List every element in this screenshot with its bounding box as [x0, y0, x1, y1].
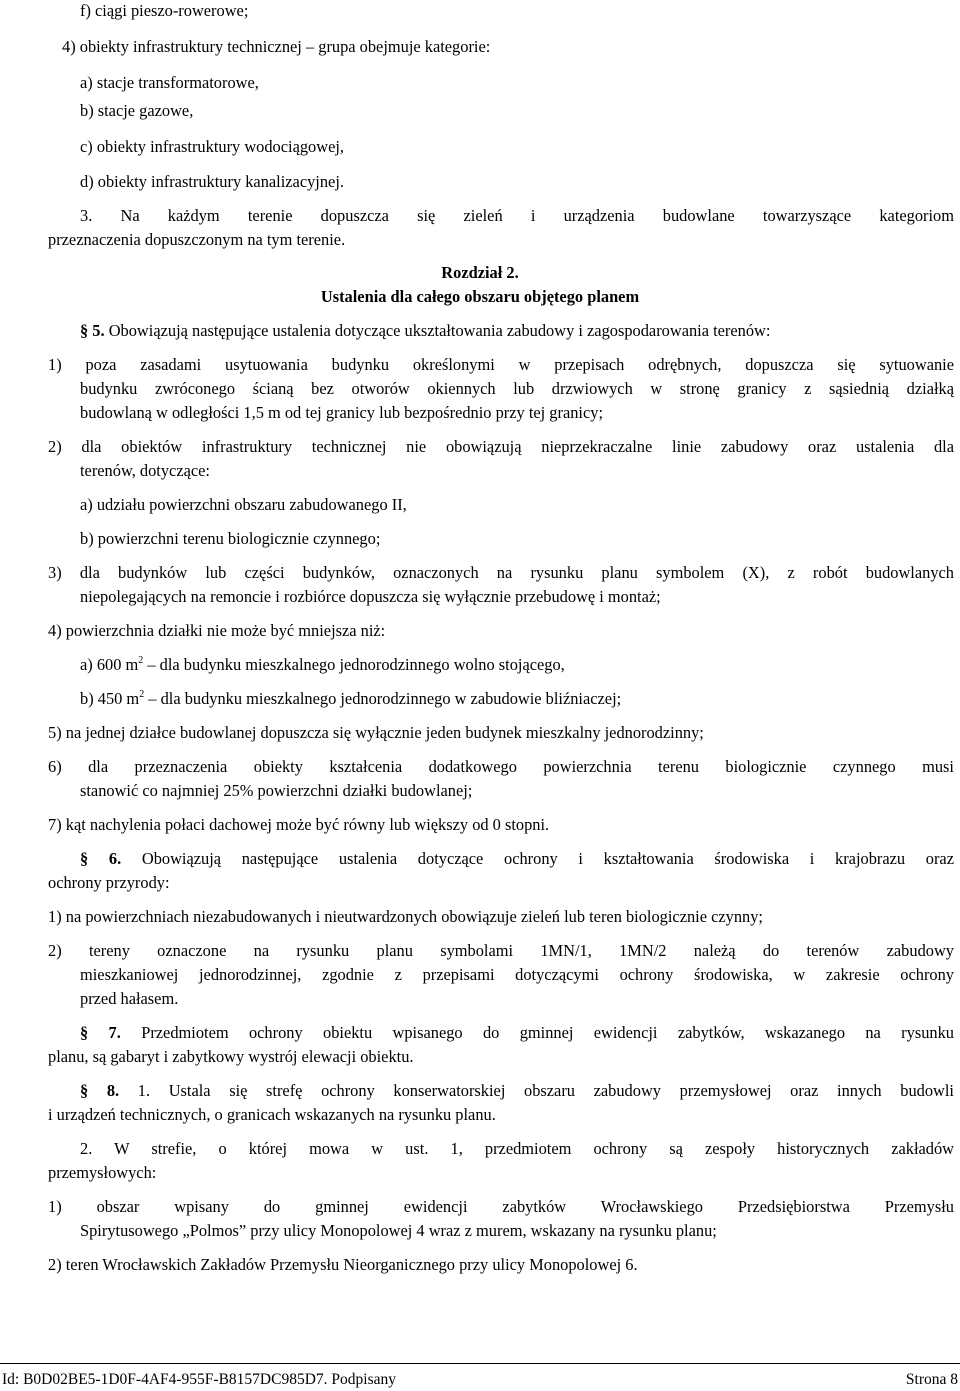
section-number: § 7.	[80, 1023, 121, 1042]
document-id: Id: B0D02BE5-1D0F-4AF4-955F-B8157DC985D7. Podpisany	[2, 1371, 396, 1388]
list-item-line: niepolegających na remoncie i rozbiórce dopuszcza się wyłącznie przebudowę i montaż;	[80, 587, 661, 606]
list-item: d) obiekty infrastruktury kanalizacyjnej.	[80, 172, 344, 191]
paragraph-line: ochrony przyrody:	[48, 873, 170, 892]
paragraph-line: 2. W strefie, o której mowa w ust. 1, przedmiotem ochrony są zespoły historycznych zakładów	[80, 1139, 954, 1158]
chapter-title: Rozdział 2.	[441, 263, 519, 282]
list-item: 7) kąt nachylenia połaci dachowej może być równy lub większy od 0 stopni.	[48, 815, 550, 834]
paragraph-line: przeznaczenia dopuszczonym na tym terenie.	[48, 230, 346, 249]
chapter-subtitle: Ustalenia dla całego obszaru objętego planem	[320, 287, 640, 306]
list-item: 1) obszar wpisany do gminnej ewidencji zabytków Wrocławskiego Przedsiębiorstwa Przemysłu	[48, 1197, 954, 1216]
item-text: a) 600 m	[80, 655, 139, 674]
list-item: a) stacje transformatorowe,	[80, 73, 259, 92]
list-item-line: budowlaną w odległości 1,5 m od tej granicy lub bezpośrednio przy tej granicy;	[80, 403, 603, 422]
paragraph-line	[80, 1081, 954, 1101]
list-item: b) powierzchni terenu biologicznie czynnego;	[80, 529, 381, 548]
paragraph-line	[80, 321, 770, 341]
item-text: – dla budynku mieszkalnego jednorodzinnego w zabudowie bliźniaczej;	[144, 689, 622, 708]
footer-divider	[0, 1363, 960, 1364]
section-text: Obowiązują następujące ustalenia dotyczące ochrony i kształtowania środowiska i krajobrazu oraz	[141, 849, 954, 868]
paragraph-line: 3. Na każdym terenie dopuszcza się zieleń i urządzenia budowlane towarzyszące kategoriom	[80, 206, 954, 225]
list-item: 2) teren Wrocławskich Zakładów Przemysłu Nieorganicznego przy ulicy Monopolowej 6.	[48, 1255, 638, 1274]
paragraph-line: planu, są gabaryt i zabytkowy wystrój elewacji obiektu.	[48, 1047, 414, 1066]
list-item: b) stacje gazowe,	[80, 101, 194, 120]
section-number: § 8.	[80, 1081, 120, 1100]
list-item: 1) poza zasadami usytuowania budynku określonymi w przepisach odrębnych, dopuszcza się sytuowanie	[48, 355, 954, 374]
list-item: 5) na jednej działce budowlanej dopuszcza się wyłącznie jeden budynek mieszkalny jednorodzinny;	[48, 723, 704, 742]
list-item	[80, 689, 621, 709]
list-item: c) obiekty infrastruktury wodociągowej,	[80, 137, 344, 156]
superscript: 2	[138, 654, 144, 666]
page-number: Strona 8	[905, 1371, 958, 1388]
list-item: 2) tereny oznaczone na rysunku planu symbolami 1MN/1, 1MN/2 należą do terenów zabudowy	[48, 941, 954, 960]
paragraph-line: i urządzeń technicznych, o granicach wskazanych na rysunku planu.	[48, 1105, 496, 1124]
list-item: 2) dla obiektów infrastruktury technicznej nie obowiązują nieprzekraczalne linie zabudowy oraz ustalenia dla	[48, 437, 954, 456]
list-item-line: przed hałasem.	[80, 989, 179, 1008]
section-text: Przedmiotem ochrony obiektu wpisanego do gminnej ewidencji zabytków, wskazanego na rysunku	[141, 1023, 954, 1042]
list-item-line: Spirytusowego „Polmos” przy ulicy Monopolowej 4 wraz z murem, wskazany na rysunku planu;	[80, 1221, 717, 1240]
list-item-line: stanowić co najmniej 25% powierzchni działki budowlanej;	[80, 781, 473, 800]
list-item: 3) dla budynków lub części budynków, oznaczonych na rysunku planu symbolem (X), z robót budowlanych	[48, 563, 954, 582]
list-item	[80, 655, 565, 675]
list-item-line: budynku zwróconego ścianą bez otworów okiennych lub drzwiowych w stronę granicy z sąsiednią działką	[80, 379, 954, 398]
list-item: a) udziału powierzchni obszaru zabudowanego II,	[80, 495, 407, 514]
section-text: Obowiązują następujące ustalenia dotyczące ukształtowania zabudowy i zagospodarowania terenów:	[108, 321, 771, 340]
item-text: b) 450 m	[80, 689, 140, 708]
section-text: 1. Ustala się strefę ochrony konserwatorskiej obszaru zabudowy przemysłowej oraz innych budowli	[137, 1081, 954, 1100]
paragraph-line	[80, 1023, 954, 1043]
list-item: 4) obiekty infrastruktury technicznej – grupa obejmuje kategorie:	[62, 37, 491, 56]
list-item: 1) na powierzchniach niezabudowanych i nieutwardzonych obowiązuje zieleń lub teren biologicznie czynny;	[48, 907, 763, 926]
paragraph-line: przemysłowych:	[48, 1163, 157, 1182]
item-text: – dla budynku mieszkalnego jednorodzinnego wolno stojącego,	[143, 655, 565, 674]
list-item: f) ciągi pieszo-rowerowe;	[80, 1, 249, 20]
list-item: 6) dla przeznaczenia obiekty kształcenia dodatkowego powierzchnia terenu biologicznie czynnego musi	[48, 757, 954, 776]
section-number: § 6.	[80, 849, 122, 868]
list-item-line: terenów, dotyczące:	[80, 461, 210, 480]
paragraph-line	[80, 849, 954, 869]
superscript: 2	[139, 688, 145, 700]
list-item: 4) powierzchnia działki nie może być mniejsza niż:	[48, 621, 386, 640]
list-item-line: mieszkaniowej jednorodzinnej, zgodnie z przepisami dotyczącymi ochrony środowiska, w zakresie ochrony	[80, 965, 954, 984]
section-number: § 5.	[80, 321, 105, 340]
